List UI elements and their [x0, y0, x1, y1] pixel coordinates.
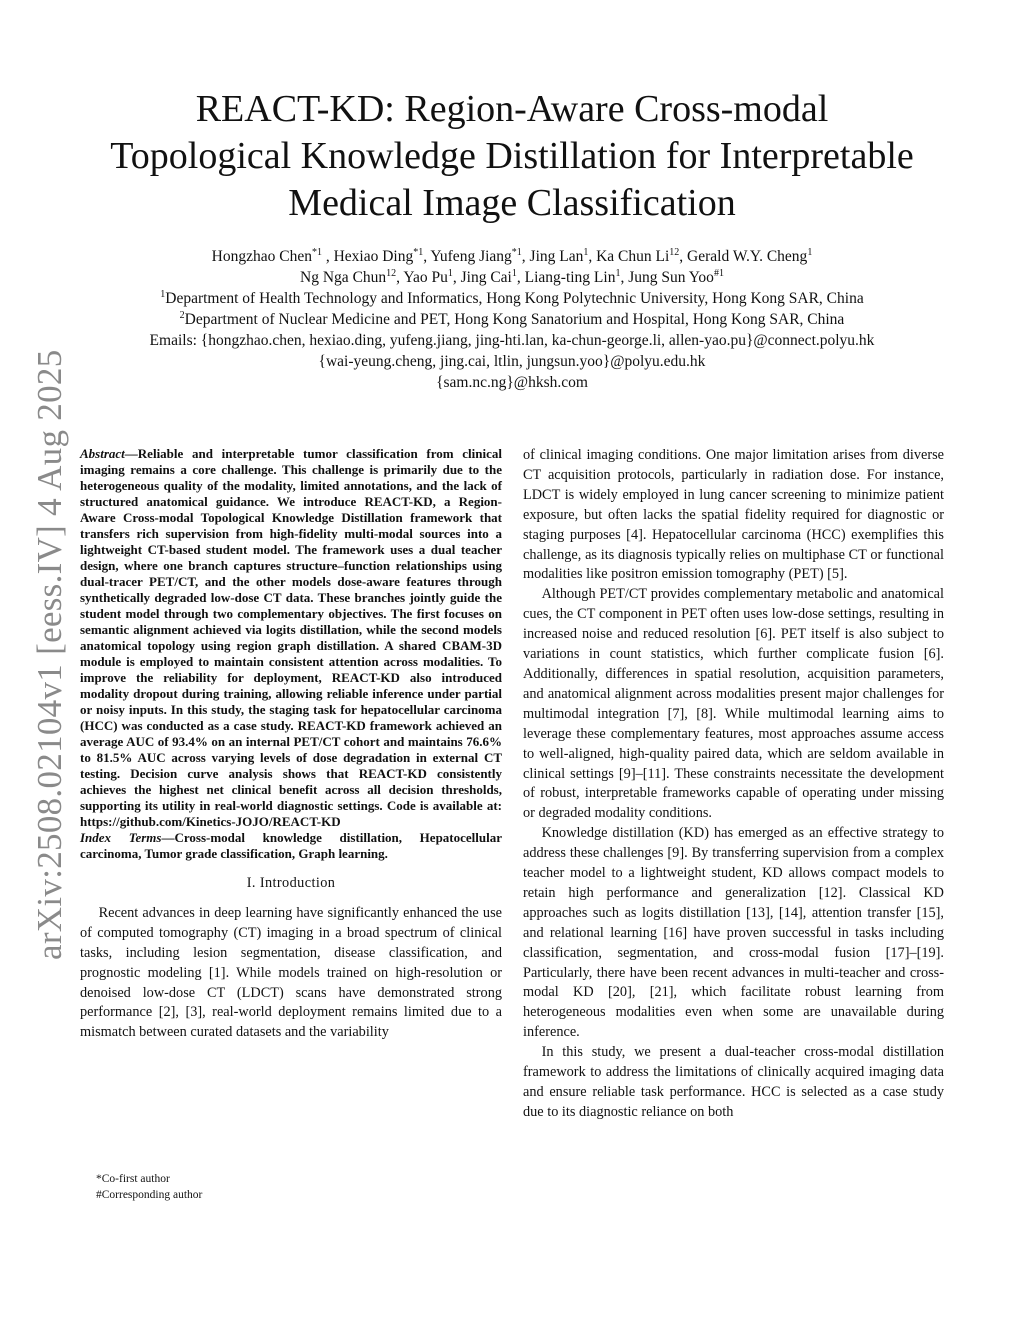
right-column	[523, 446, 944, 1123]
affiliation-number: 2	[179, 310, 185, 321]
author-name: Hongzhao Chen	[211, 248, 312, 265]
affiliation-text: Department of Nuclear Medicine and PET, Hong Kong Sanatorium and Hospital, Hong Kong SAR, China	[184, 311, 845, 328]
author-name: Jing Cai	[460, 269, 512, 286]
body-paragraph: of clinical imaging conditions. One major limitation arises from diverse CT acquisition protocols, particularly in radiation dose. For instance, LDCT is widely employed in lung cancer screening to minimize patient exposure, but often lacks the spatial fidelity required for diagnostic or staging purposes [4]. Hepatocellular carcinoma (HCC) exemplifies this challenge, as its diagnosis typically relies on multiphase CT or functional modalities like positron emission tomography (PET) [5].	[523, 447, 944, 583]
author-affiliation-marker: *1	[311, 247, 322, 258]
affiliation-1	[60, 288, 964, 309]
body-paragraph: In this study, we present a dual-teacher cross-modal distillation framework to address the limitations of clinically acquired imaging data and ensure reliable task performance. HCC is selected as a case study due to its diagnostic reliance on both	[523, 1044, 944, 1120]
title-line: Topological Knowledge Distillation for Interpretable	[110, 135, 914, 177]
index-terms-label: Index Terms	[80, 830, 162, 845]
author-affiliation-marker: 1	[447, 268, 453, 279]
affiliation-number: 1	[160, 289, 166, 300]
index-terms	[80, 830, 502, 862]
footnotes	[80, 1171, 380, 1203]
affiliation-2	[60, 309, 964, 330]
author-name: Jung Sun Yoo	[628, 269, 714, 286]
author-affiliation-marker: *1	[511, 247, 522, 258]
author-affiliation-marker: *1	[413, 247, 424, 258]
author-name: Liang-ting Lin	[524, 269, 616, 286]
arxiv-identifier-stamp: arXiv:2508.02104v1 [eess.IV] 4 Aug 2025	[30, 349, 69, 960]
affiliation-text: Department of Health Technology and Informatics, Hong Kong Polytechnic University, Hong Kong SAR, China	[165, 290, 864, 307]
author-line-2: Ng Nga Chun$^{12}$, Yao Pu$^1$, Jing Cai$^1$, Liang-ting Lin$^1$, Jung Sun Yoo$^{\#1}$	[300, 268, 724, 286]
author-name: Yao Pu	[403, 269, 448, 286]
abstract-text: —Reliable and interpretable tumor classification from clinical imaging remains a core challenge. This challenge is primarily due to the heterogeneous quality of the modality, limited annotations, and the lack of structured anatomical guidance. We introduce REACT-KD, a Region-Aware Cross-modal Topological Knowledge Distillation framework that transfers rich supervision from high-fidelity multi-modal sources into a lightweight CT-based student model. The framework uses a dual teacher design, where one branch captures structure–function relationships using dual-tracer PET/CT, and the other models dose-aware features through synthetically degraded low-dose CT data. These branches jointly guide the student model through two complementary objectives. The first focuses on semantic alignment achieved via logits distillation, while the second models anatomical topology using region graph distillation. A shared CBAM-3D module is employed to maintain consistent attention across modalities. To improve the reliability for deployment, REACT-KD also introduced modality dropout during training, allowing reliable inference under partial or noisy inputs. In this study, the staging task for hepatocellular carcinoma (HCC) was conducted as a case study. REACT-KD framework achieved an average AUC of 93.4% on an internal PET/CT cohort and maintains 76.6% to 81.5% AUC across varying levels of dose degradation in external CT testing. Decision curve analysis shows that REACT-KD consistently achieves the highest net clinical benefit across all decision thresholds, supporting its utility in real-world diagnostic settings. Code is available at: https://github.com/Kinetics-JOJO/REACT-KD	[80, 446, 502, 829]
email-line: {wai-yeung.cheng, jing.cai, ltlin, jungsun.yoo}@polyu.edu.hk	[318, 353, 706, 370]
footnote-co-first-author: *Co-first author	[96, 1173, 170, 1185]
author-line-1: Hongzhao Chen$^{*1}$ , Hexiao Ding$^{*1}$, Yufeng Jiang$^{*1}$, Jing Lan$^1$, Ka Chun Li$^{12}$, Gerald W.Y. Cheng$^1$	[211, 247, 813, 265]
intro-paragraph: Recent advances in deep learning have significantly enhanced the use of computed tomography (CT) imaging in a broad spectrum of clinical tasks, including lesion segmentation, disease classification, and prognostic modeling [1]. While models trained on high-resolution or denoised low-dose CT (LDCT) scans have demonstrated strong performance [2], [3], real-world deployment remains limited due to a mismatch between curated datasets and the variability	[80, 904, 502, 1041]
author-name: Jing Lan	[529, 248, 584, 265]
body-paragraph: Knowledge distillation (KD) has emerged as an effective strategy to address these challenges [9]. By transferring supervision from a complex teacher model to a lightweight student, KD allows compact models to retain high performance and generalization [12]. Classical KD approaches such as logits distillation [13], [14], attention transfer [15], and relational learning [16] have proven successful in tasks including classification, segmentation, and cross-modal fusion [17]–[19]. Particularly, there have been recent advances in multi-teacher and cross-modal KD [20], [21], which facilitate robust learning from heterogeneous modalities even when some are unavailable during inference.	[523, 825, 944, 1041]
email-line: {sam.nc.ng}@hksh.com	[436, 374, 588, 391]
index-terms-text: —Cross-modal knowledge distillation, Hepatocellular carcinoma, Tumor grade classification, Graph learning.	[80, 830, 502, 861]
title-line: REACT-KD: Region-Aware Cross-modal	[195, 88, 829, 130]
author-name: Ka Chun Li	[596, 248, 670, 265]
author-affiliation-marker: #1	[713, 268, 724, 279]
abstract	[80, 446, 502, 830]
paper-title	[60, 86, 964, 227]
author-affiliation-marker: 1	[615, 268, 621, 279]
author-affiliation-marker: 12	[386, 268, 397, 279]
email-line: Emails: {hongzhao.chen, hexiao.ding, yufeng.jiang, jing-hti.lan, ka-chun-george.li, allen-yao.pu}@connect.polyu.hk	[149, 332, 875, 349]
author-affiliation-marker: 1	[511, 268, 517, 279]
author-name: Gerald W.Y. Cheng	[687, 248, 808, 265]
author-block	[60, 246, 964, 393]
abstract-label: Abstract	[80, 446, 125, 461]
author-affiliation-marker: 12	[669, 247, 680, 258]
left-column	[80, 446, 502, 1043]
author-affiliation-marker: 1	[807, 247, 813, 258]
footnote-corresponding-author: #Corresponding author	[96, 1189, 203, 1201]
section-heading-introduction: I. Introduction	[246, 875, 336, 891]
body-paragraph: Although PET/CT provides complementary metabolic and anatomical cues, the CT component in PET often uses low-dose settings, resulting in increased noise and reduced resolution [6]. PET itself is also subject to variations in count statistics, which further complicate fusion [6]. Additionally, differences in spatial resolution, acquisition parameters, and anatomical alignment across modalities present major challenges for multimodal integration [7], [8]. While multimodal learning aims to leverage these complementary features, most approaches assume access to well-aligned, high-quality paired data, which are seldom available in clinical settings [9]–[11]. These constraints necessitate the development of robust, interpretable frameworks capable of operating under missing or degraded modality conditions.	[523, 586, 944, 822]
author-name: Ng Nga Chun	[300, 269, 387, 286]
author-name: Hexiao Ding	[333, 248, 414, 265]
author-name: Yufeng Jiang	[430, 248, 512, 265]
author-affiliation-marker: 1	[583, 247, 589, 258]
title-line: Medical Image Classification	[288, 182, 736, 224]
